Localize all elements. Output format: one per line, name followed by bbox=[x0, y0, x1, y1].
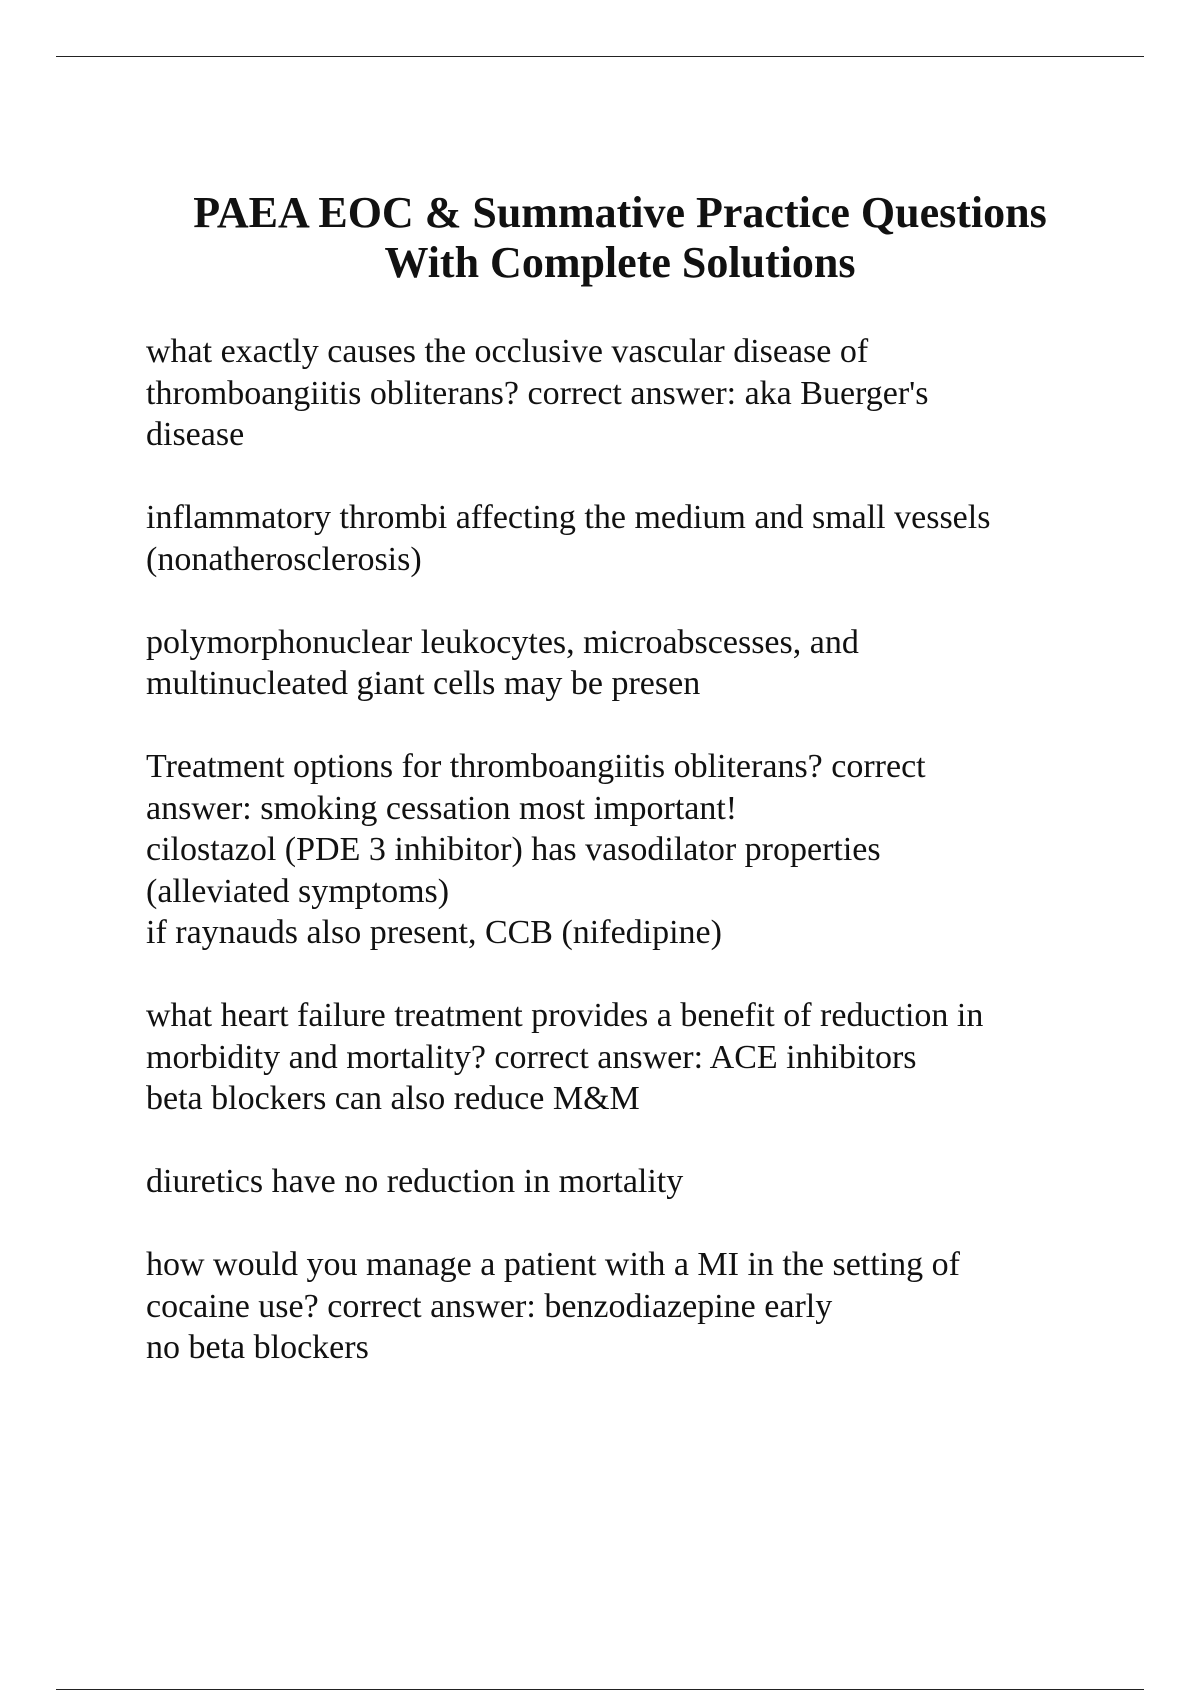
title-line-1: PAEA EOC & Summative Practice Questions bbox=[193, 188, 1047, 237]
text-line: what heart failure treatment provides a benefit of reduction in bbox=[146, 997, 984, 1034]
text-line: cilostazol (PDE 3 inhibitor) has vasodilator properties bbox=[146, 831, 881, 868]
qa-block-2 bbox=[146, 497, 1066, 580]
text-line: morbidity and mortality? correct answer: ACE inhibitors bbox=[146, 1038, 917, 1076]
text-line: how would you manage a patient with a MI in the setting of bbox=[146, 1246, 960, 1283]
qa-block-5 bbox=[146, 995, 1066, 1120]
qa-block-4 bbox=[146, 746, 1066, 954]
qa-block-6 bbox=[146, 1161, 1066, 1203]
text-line: polymorphonuclear leukocytes, microabscesses, and bbox=[146, 623, 859, 661]
text-line: (nonatherosclerosis) bbox=[146, 540, 422, 578]
qa-block-7 bbox=[146, 1244, 1066, 1369]
text-line: multinucleated giant cells may be presen bbox=[146, 665, 701, 702]
top-rule bbox=[56, 56, 1144, 57]
text-line: if raynauds also present, CCB (nifedipine) bbox=[146, 914, 722, 951]
document-body bbox=[146, 331, 1066, 1410]
text-line: disease bbox=[146, 416, 245, 453]
text-line: no beta blockers bbox=[146, 1329, 369, 1366]
text-line: inflammatory thrombi affecting the medium and small vessels bbox=[146, 499, 991, 536]
text-line: thromboangiitis obliterans? correct answer: aka Buerger's bbox=[146, 374, 929, 412]
text-line: diuretics have no reduction in mortality bbox=[146, 1163, 684, 1200]
text-line: what exactly causes the occlusive vascular disease of bbox=[146, 333, 869, 370]
text-line: Treatment options for thromboangiitis obliterans? correct bbox=[146, 748, 926, 785]
qa-block-3 bbox=[146, 622, 1066, 705]
bottom-rule bbox=[56, 1689, 1144, 1690]
title-line-2: With Complete Solutions bbox=[384, 238, 856, 287]
text-line: beta blockers can also reduce M&M bbox=[146, 1080, 640, 1117]
text-line: answer: smoking cessation most important! bbox=[146, 789, 738, 827]
text-line: cocaine use? correct answer: benzodiazepine early bbox=[146, 1287, 833, 1325]
page-title bbox=[0, 188, 1200, 288]
text-line: (alleviated symptoms) bbox=[146, 872, 450, 910]
qa-block-1 bbox=[146, 331, 1066, 456]
